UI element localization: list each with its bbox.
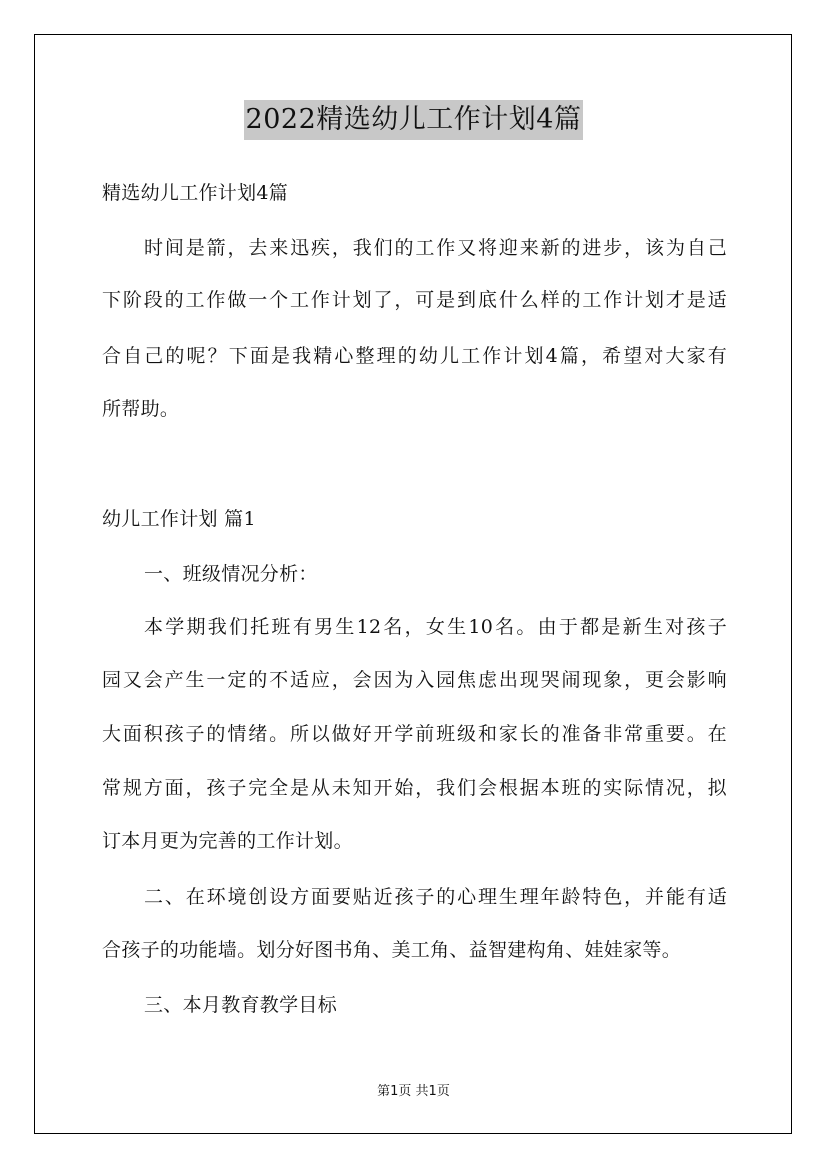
item-1-heading: 一、班级情况分析： <box>144 563 318 585</box>
item-1-line-2: 园又会产生一定的不适应，会因为入园焦虑出现哭闹现象，更会影响 <box>102 669 727 691</box>
document-title: 2022精选幼儿工作计划4篇 <box>244 100 584 140</box>
page-footer: 第1页 共1页 <box>377 1084 450 1099</box>
title-container <box>0 100 827 140</box>
item-1-line-4: 常规方面，孩子完全是从未知开始，我们会根据本班的实际情况，拟 <box>102 777 727 799</box>
item-1-line-3: 大面积孩子的情绪。所以做好开学前班级和家长的准备非常重要。在 <box>102 723 727 745</box>
section-heading: 幼儿工作计划 篇1 <box>102 508 256 530</box>
item-1-line-5: 订本月更为完善的工作计划。 <box>102 830 353 852</box>
item-3-heading: 三、本月教育教学目标 <box>144 994 338 1016</box>
item-2-line-1: 二、在环境创设方面要贴近孩子的心理生理年龄特色，并能有适 <box>144 886 727 908</box>
item-2-line-2: 合孩子的功能墙。划分好图书角、美工角、益智建构角、娃娃家等。 <box>102 939 682 961</box>
document-subtitle: 精选幼儿工作计划4篇 <box>102 182 289 204</box>
item-1-line-1: 本学期我们托班有男生12名，女生10名。由于都是新生对孩子 <box>144 616 727 638</box>
intro-line-3: 合自己的呢？下面是我精心整理的幼儿工作计划4篇，希望对大家有 <box>102 345 727 367</box>
intro-line-2: 下阶段的工作做一个工作计划了，可是到底什么样的工作计划才是适 <box>102 289 727 311</box>
intro-line-4: 所帮助。 <box>102 398 180 420</box>
intro-line-1: 时间是箭，去来迅疾，我们的工作又将迎来新的进步，该为自己 <box>144 237 727 259</box>
